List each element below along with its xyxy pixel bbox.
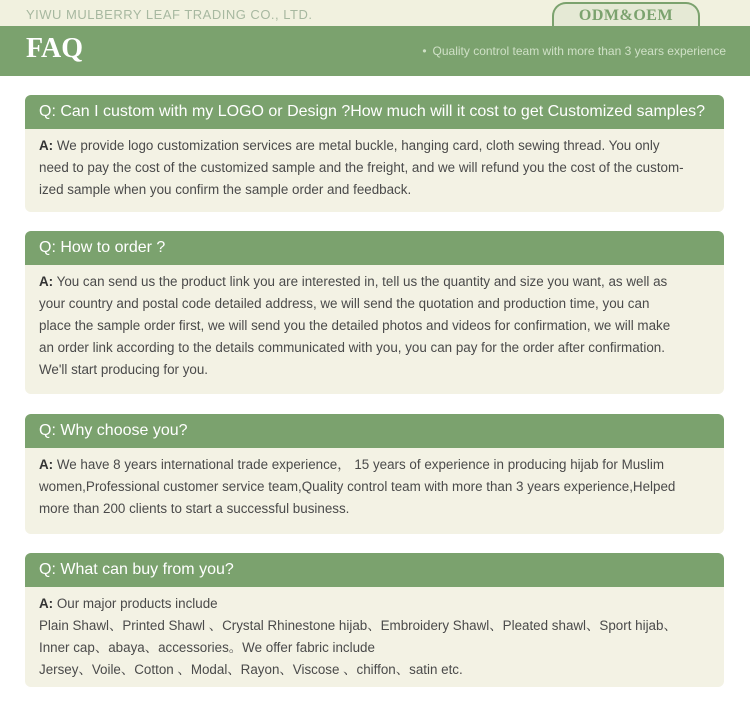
answer-line: women,Professional customer service team,Quality control team with more than 3 years experience,Helped	[39, 479, 676, 494]
faq-banner	[0, 26, 750, 76]
company-name: YIWU MULBERRY LEAF TRADING CO., LTD.	[26, 7, 313, 22]
page-title: FAQ	[26, 33, 84, 64]
faq-answer	[25, 448, 724, 520]
faq-answer	[25, 265, 724, 381]
faq-item	[25, 95, 724, 212]
bullet-icon: •	[422, 44, 427, 58]
answer-line	[39, 454, 710, 476]
answer-line: more than 200 clients to start a successful business.	[39, 501, 350, 516]
answer-line	[39, 135, 710, 157]
odm-oem-badge	[552, 2, 700, 28]
question-prefix: Q:	[39, 103, 56, 120]
answer-prefix: A:	[39, 138, 54, 153]
tagline	[422, 44, 726, 58]
question-text: Can I custom with my LOGO or Design ?How much will it cost to get Customized samples?	[60, 103, 706, 120]
answer-line: need to pay the cost of the customized sample and the freight, and we will refund you the cost of the custom-	[39, 160, 684, 175]
answer-line: Jersey、Voile、Cotton 、Modal、Rayon、Viscose 、chiffon、satin etc.	[39, 662, 463, 677]
faq-question	[25, 95, 724, 129]
faq-answer	[25, 129, 724, 201]
answer-prefix: A:	[39, 457, 54, 472]
answer-text: Our major products include	[53, 596, 218, 611]
answer-line: Inner cap、abaya、accessories。We offer fabric include	[39, 640, 375, 655]
question-text: What can buy from you?	[60, 561, 234, 578]
answer-line	[39, 593, 710, 615]
faq-question	[25, 414, 724, 448]
faq-question	[25, 553, 724, 587]
answer-line: Plain Shawl、Printed Shawl 、Crystal Rhinestone hijab、Embroidery Shawl、Pleated shawl、Sport hijab、	[39, 618, 677, 633]
question-text: How to order ?	[60, 239, 166, 256]
question-text: Why choose you?	[60, 422, 188, 439]
faq-item	[25, 414, 724, 534]
question-prefix: Q:	[39, 422, 56, 439]
tagline-text: Quality control team with more than 3 years experience	[432, 44, 726, 58]
faq-answer	[25, 587, 724, 681]
question-prefix: Q:	[39, 561, 56, 578]
question-prefix: Q:	[39, 239, 56, 256]
faq-item	[25, 231, 724, 394]
faq-item	[25, 553, 724, 687]
odm-oem-label: ODM&OEM	[578, 7, 674, 24]
answer-line: place the sample order first, we will send you the detailed photos and videos for confirmation, we will make	[39, 318, 671, 333]
answer-line: ized sample when you confirm the sample order and feedback.	[39, 182, 412, 197]
answer-line	[39, 271, 710, 293]
answer-prefix: A:	[39, 596, 54, 611]
answer-text: You can send us the product link you are interested in, tell us the quantity and size you want, as well as	[53, 274, 668, 289]
answer-line: We'll start producing for you.	[39, 362, 209, 377]
faq-question	[25, 231, 724, 265]
answer-text: We provide logo customization services are metal buckle, hanging card, cloth sewing thread. You only	[53, 138, 660, 153]
answer-prefix: A:	[39, 274, 54, 289]
answer-text: We have 8 years international trade experience， 15 years of experience in producing hijab for Muslim	[53, 457, 664, 472]
answer-line: an order link according to the details communicated with you, you can pay for the order after confirmation.	[39, 340, 665, 355]
answer-line: your country and postal code detailed address, we will send the quotation and production time, you can	[39, 296, 650, 311]
